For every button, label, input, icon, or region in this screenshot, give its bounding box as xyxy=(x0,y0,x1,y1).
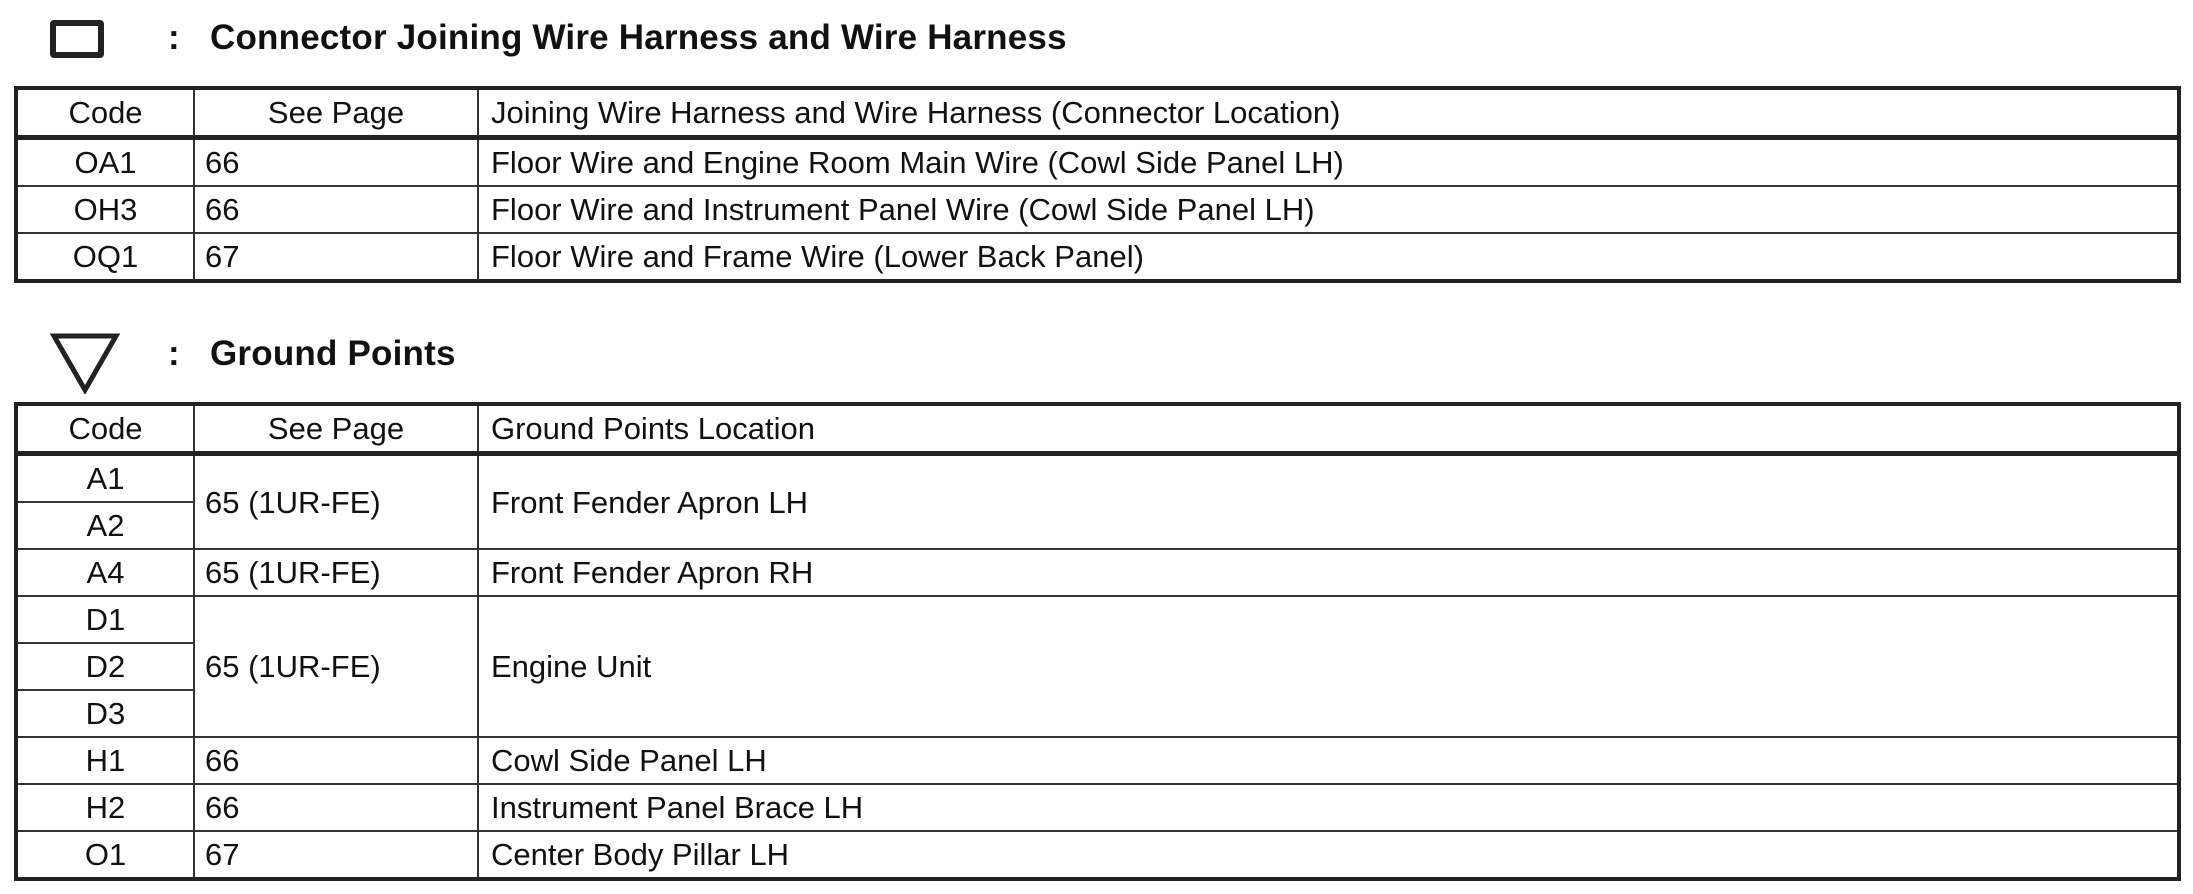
connector-code: OA1 xyxy=(16,138,194,187)
down-triangle-outline-icon xyxy=(50,332,120,394)
ground-desc: Front Fender Apron LH xyxy=(478,454,2179,550)
connector-header-code: Code xyxy=(16,88,194,138)
connector-desc: Floor Wire and Frame Wire (Lower Back Panel) xyxy=(478,233,2179,281)
ground-desc: Cowl Side Panel LH xyxy=(478,737,2179,784)
ground-page: 65 (1UR-FE) xyxy=(194,596,478,737)
connector-page: 67 xyxy=(194,233,478,281)
table-row xyxy=(16,138,2179,187)
ground-page: 65 (1UR-FE) xyxy=(194,454,478,550)
connector-code: OH3 xyxy=(16,186,194,233)
connector-table-header-row xyxy=(16,88,2179,138)
table-row xyxy=(16,831,2179,879)
table-row xyxy=(16,737,2179,784)
ground-header-desc: Ground Points Location xyxy=(478,404,2179,454)
ground-header-page: See Page xyxy=(194,404,478,454)
table-row xyxy=(16,784,2179,831)
connector-page: 66 xyxy=(194,138,478,187)
ground-desc: Engine Unit xyxy=(478,596,2179,737)
connector-table xyxy=(14,86,2181,283)
ground-code: A1 xyxy=(16,454,194,503)
ground-table xyxy=(14,402,2181,881)
ground-table-header-row xyxy=(16,404,2179,454)
connector-code: OQ1 xyxy=(16,233,194,281)
connector-desc: Floor Wire and Instrument Panel Wire (Cowl Side Panel LH) xyxy=(478,186,2179,233)
connector-page: 66 xyxy=(194,186,478,233)
ground-code: O1 xyxy=(16,831,194,879)
ground-page: 66 xyxy=(194,784,478,831)
table-row xyxy=(16,454,2179,503)
ground-page: 66 xyxy=(194,737,478,784)
table-row xyxy=(16,549,2179,596)
ground-code: A4 xyxy=(16,549,194,596)
table-row xyxy=(16,186,2179,233)
ground-code: A2 xyxy=(16,502,194,549)
connector-section-title: Connector Joining Wire Harness and Wire Harness xyxy=(210,18,1067,57)
ground-desc: Center Body Pillar LH xyxy=(478,831,2179,879)
table-row xyxy=(16,596,2179,643)
ground-code: D1 xyxy=(16,596,194,643)
connector-colon: : xyxy=(168,18,180,57)
connector-header-page: See Page xyxy=(194,88,478,138)
ground-code: H1 xyxy=(16,737,194,784)
ground-colon: : xyxy=(168,334,180,373)
ground-page: 67 xyxy=(194,831,478,879)
connector-section-header xyxy=(0,4,2193,74)
ground-code: D3 xyxy=(16,690,194,737)
ground-page: 65 (1UR-FE) xyxy=(194,549,478,596)
table-row xyxy=(16,233,2179,281)
ground-section-title: Ground Points xyxy=(210,334,456,373)
ground-section-header xyxy=(0,320,2193,390)
connector-desc: Floor Wire and Engine Room Main Wire (Cowl Side Panel LH) xyxy=(478,138,2179,187)
ground-code: H2 xyxy=(16,784,194,831)
connector-header-desc: Joining Wire Harness and Wire Harness (Connector Location) xyxy=(478,88,2179,138)
square-outline-icon xyxy=(50,20,104,58)
ground-desc: Front Fender Apron RH xyxy=(478,549,2179,596)
ground-header-code: Code xyxy=(16,404,194,454)
ground-code: D2 xyxy=(16,643,194,690)
ground-desc: Instrument Panel Brace LH xyxy=(478,784,2179,831)
